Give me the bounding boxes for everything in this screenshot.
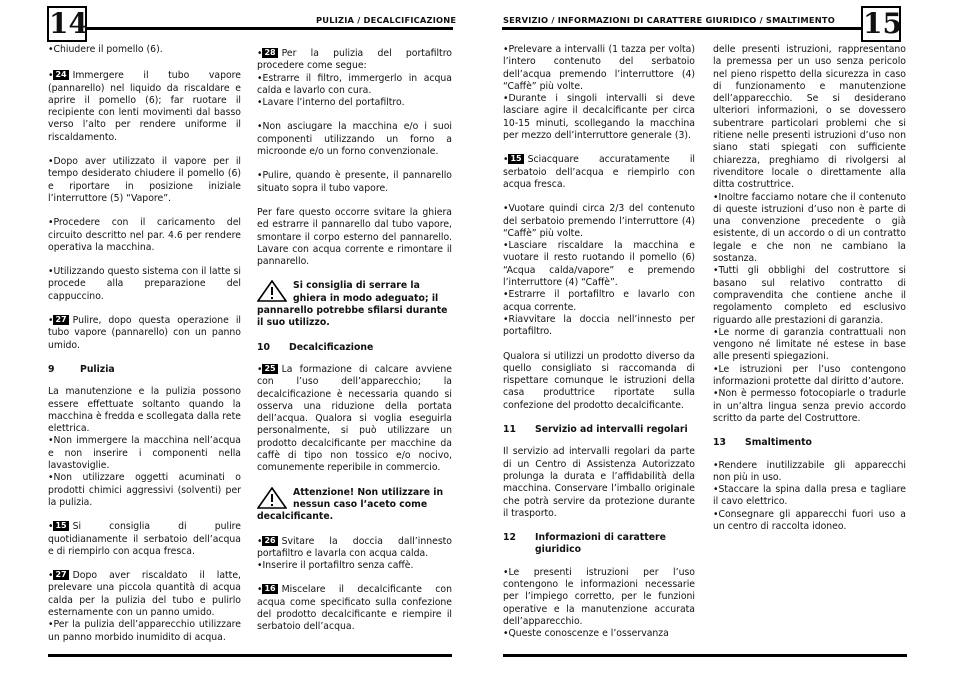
paragraph: • 15 Si consiglia di pulire quotidianamente il serbatoio dell’acqua e di riempirlo con acqua fresca. <box>48 521 241 557</box>
paragraph: •Consegnare gli apparecchi fuori uso a un centro di raccolta idoneo. <box>713 508 906 532</box>
paragraph: La manutenzione e la pulizia possono essere effettuate soltanto quando la macchina è fredda e scollegata dalla rete elettrica. <box>48 386 241 435</box>
page-number-left: 14 <box>49 7 88 40</box>
figure-badge: 24 <box>55 70 67 80</box>
footer-rule-left <box>48 654 452 657</box>
paragraph: •Dopo aver utilizzato il vapore per il tempo desiderato chiudere il pomello (6) e riportare in posizione iniziale l’interruttore (5) “Vapore”. <box>48 156 241 204</box>
page-header-left: PULIZIA / DECALCIFICAZIONE <box>316 15 457 25</box>
paragraph: • 28 Per la pulizia del portafiltro procedere come segue: <box>257 48 452 72</box>
paragraph: •Inserire il portafiltro senza caffè. <box>257 560 414 572</box>
paragraph: •Rendere inutilizzabile gli apparecchi non più in uso. <box>713 459 906 483</box>
figure-badge: 26 <box>264 535 276 545</box>
paragraph-text: Miscelare il decalcificante con acqua come specificato sulla confezione del prodotto decalcificante e riempire il serbatoio dell’acqua. <box>257 584 452 633</box>
paragraph: •Durante i singoli intervalli si deve lasciare agire il decalcificante per circa 10-15 minuti, scollegando la macchina per mezzo dell’interruttore generale (3). <box>503 93 695 142</box>
figure-badge: 27 <box>55 570 67 580</box>
paragraph: •Queste conoscenze e l’osservanza <box>503 628 669 640</box>
paragraph-text: Per la pulizia del portafiltro procedere come segue: <box>257 48 452 72</box>
figure-badge: 28 <box>264 48 276 57</box>
section-number: 13 <box>713 437 726 449</box>
paragraph: • 15 Sciacquare accuratamente il serbatoio dell’acqua e riempirlo con acqua fresca. <box>503 154 695 190</box>
paragraph: •Non immergere la macchina nell’acqua e non inserire i componenti nella lavastoviglie. <box>48 435 241 472</box>
section-title: Servizio ad intervalli regolari <box>535 424 688 436</box>
paragraph: •Riavvitare la doccia nell’innesto per portafiltro. <box>503 313 695 338</box>
section-heading-9 <box>48 364 241 376</box>
section-title: Smaltimento <box>745 437 812 449</box>
paragraph: •Inoltre facciamo notare che il contenuto di queste istruzioni d’uso non è parte di una convenzione precedente o già esistente, di un accordo o di un contratto legale e che non ne cambiano la sostanza. <box>713 191 906 265</box>
paragraph: • 27 Dopo aver riscaldato il latte, prelevare una piccola quantità di acqua calda per la pulizia del tubo e pulirlo esternamente con un panno umido. <box>48 570 241 618</box>
column-2 <box>257 44 452 634</box>
paragraph: •Prelevare a intervalli (1 tazza per volta) l’intero contenuto del serbatoio dell’acqua premendo l’interruttore (4) “Caffè” più volte. <box>503 44 695 92</box>
paragraph: delle presenti istruzioni, rappresentano la premessa per un uso senza pericolo nel pieno rispetto della sicurezza in caso di funzionamento e manutenzione dell’apparecchio. Se si desiderano ulteriori informazioni, o se dovessero subentrare particolari problemi che si ritiene nelle presenti istruzioni d’uso non siano stati spiegati con sufficiente chiarezza, preghiamo di rivolgersi al rivenditore locale o direttamente alla ditta costruttrice. <box>713 44 906 191</box>
header-rule-right <box>502 27 861 30</box>
paragraph: •Non asciugare la macchina e/o i suoi componenti utilizzando un forno a microonde e/o un forno convenzionale. <box>257 121 452 158</box>
paragraph: • 26 Svitare la doccia dall’innesto portafiltro e lavarla con acqua calda. <box>257 535 452 559</box>
paragraph: •Tutti gli obblighi del costruttore si basano sul relativo contratto di compravendita che contiene anche il regolamento completo ed esclusivo riguardo alle prestazioni di garanzia. <box>713 265 906 326</box>
paragraph-text: Pulire, dopo questa operazione il tubo vapore (pannarello) con un panno umido. <box>48 315 241 351</box>
paragraph: •Lavare l’interno del portafiltro. <box>257 97 405 109</box>
paragraph: Il servizio ad intervalli regolari da parte di un Centro di Assistenza Autorizzato prolunga la durata e l’affidabilità della macchina. Conservare l’imballo originale che potrà servire da protezione durante il trasporto. <box>503 446 695 519</box>
figure-badge: 27 <box>55 315 67 325</box>
section-heading-12 <box>503 532 695 557</box>
section-heading-11 <box>503 424 695 436</box>
warning-text: Si consiglia di serrare la ghiera in modo adeguato; il pannarello potrebbe sfilarsi durante il suo utilizzo. <box>257 280 448 329</box>
paragraph: • 16 Miscelare il decalcificante con acqua come specificato sulla confezione del prodotto decalcificante e riempire il serbatoio dell’acqua. <box>257 584 452 633</box>
warning-icon <box>257 280 287 302</box>
section-heading-10 <box>257 342 452 354</box>
warning-note <box>257 487 452 524</box>
page-number-right: 15 <box>863 7 902 40</box>
paragraph: •Estrarre il portafiltro e lavarlo con acqua corrente. <box>503 289 695 313</box>
section-title: Decalcificazione <box>289 341 374 353</box>
page-header-right: SERVIZIO / INFORMAZIONI DI CARATTERE GIURIDICO / SMALTIMENTO <box>503 15 835 25</box>
figure-badge: 15 <box>510 154 522 164</box>
paragraph-text: La formazione di calcare avviene con l’uso dell’apparecchio; la decalcificazione è necessaria quando si osserva una riduzione della portata dell’acqua. Qualora si voglia eseguirla personalmente, si può utilizzare un prodotto decalcificante per macchine da caffè di tipo non tossico e/o nocivo, comunemente reperibile in commercio. <box>257 363 452 474</box>
paragraph: •Utilizzando questo sistema con il latte si procede alla preparazione del cappuccino. <box>48 266 242 302</box>
paragraph: •Le presenti istruzioni per l’uso contengono le informazioni necessarie per l’impiego corretto, per le funzioni operative e la manutenzione accurata dell’apparecchio. <box>503 566 695 627</box>
section-number: 10 <box>257 341 270 353</box>
header-rule-left <box>87 27 453 30</box>
column-3 <box>503 44 695 640</box>
paragraph: •Lasciare riscaldare la macchina e vuotare il resto ruotando il pomello (6) “Acqua calda/vapore” e premendo l’interruttore (4) “Caffè”. <box>503 240 695 289</box>
paragraph: • 24 Immergere il tubo vapore (pannarello) nel liquido da riscaldare e aprire il pomello (6); far ruotare il recipiente con lenti movimenti dal basso verso l’alto per rendere uniforme il riscaldamento. <box>48 70 241 143</box>
section-title: Informazioni di carattere giuridico <box>535 532 666 556</box>
paragraph: •Le istruzioni per l’uso contengono informazioni protette dal diritto d’autore. <box>713 363 906 388</box>
paragraph-text: Si consiglia di pulire quotidianamente il serbatoio dell’acqua e di riempirlo con acqua fresca. <box>48 521 241 557</box>
section-number: 12 <box>503 532 516 544</box>
paragraph: Qualora si utilizzi un prodotto diverso da quello consigliato si raccomanda di rispettare comunque le istruzioni della casa produttrice riportate sulla confezione del prodotto decalcificante. <box>503 350 695 411</box>
paragraph-text: Dopo aver riscaldato il latte, prelevare una piccola quantità di acqua calda per la pulizia del tubo e pulirlo esternamente con un panno umido. <box>48 570 241 618</box>
section-number: 11 <box>503 424 516 436</box>
paragraph: •Staccare la spina dalla presa e tagliare il cavo elettrico. <box>713 484 906 508</box>
paragraph: • 27 Pulire, dopo questa operazione il tubo vapore (pannarello) con un panno umido. <box>48 315 241 351</box>
paragraph: •Estrarre il filtro, immergerlo in acqua calda e lavarlo con cura. <box>257 72 452 96</box>
figure-badge: 16 <box>264 584 276 594</box>
paragraph-text: Svitare la doccia dall’innesto portafiltro e lavarla con acqua calda. <box>257 535 452 559</box>
paragraph-text: Sciacquare accuratamente il serbatoio dell’acqua e riempirlo con acqua fresca. <box>503 154 695 190</box>
paragraph: •Pulire, quando è presente, il pannarello situato sopra il tubo vapore. <box>257 170 452 194</box>
footer-rule-right <box>503 654 907 657</box>
warning-text: Attenzione! Non utilizzare in nessun caso l’aceto come decalcificante. <box>257 486 444 523</box>
paragraph: •Chiudere il pomello (6). <box>48 44 163 55</box>
paragraph: •Procedere con il caricamento del circuito descritto nel par. 4.6 per rendere operativa la macchina. <box>48 217 241 253</box>
paragraph: •Non utilizzare oggetti acuminati o prodotti chimici aggressivi (solventi) per la pulizia. <box>48 472 241 508</box>
paragraph: •Vuotare quindi circa 2/3 del contenuto del serbatoio premendo l’interruttore (4) “Caffè” più volte. <box>503 203 695 239</box>
warning-note <box>257 280 452 329</box>
figure-badge: 25 <box>264 363 276 373</box>
paragraph: •Le norme di garanzia contrattuali non vengono né limitate né estese in base alle presenti spiegazioni. <box>713 326 906 363</box>
paragraph: •Non è permesso fotocopiarle o tradurle in un’altra lingua senza previo accordo scritto da parte del Costruttore. <box>713 388 906 424</box>
column-1 <box>48 44 241 644</box>
paragraph-text: Immergere il tubo vapore (pannarello) nel liquido da riscaldare e aprire il pomello (6); far ruotare il recipiente con lenti movimenti dal basso verso l’alto per rendere uniforme il riscaldamento. <box>48 70 241 143</box>
paragraph: • 25 La formazione di calcare avviene con l’uso dell’apparecchio; la decalcificazione è necessaria quando si osserva una riduzione della portata dell’acqua. Qualora si voglia eseguirla personalmente, si può utilizzare un prodotto decalcificante per macchine da caffè di tipo non tossico e/o nocivo, comunemente reperibile in commercio. <box>257 363 452 474</box>
section-title: Pulizia <box>80 363 115 375</box>
figure-badge: 15 <box>55 521 67 531</box>
section-number: 9 <box>48 363 55 375</box>
paragraph: •Per la pulizia dell’apparecchio utilizzare un panno morbido inumidito di acqua. <box>48 619 241 643</box>
section-heading-13 <box>713 437 906 449</box>
paragraph: Per fare questo occorre svitare la ghiera ed estrarre il pannarello dal tubo vapore, smontare il corpo esterno del pannarello. Lavare con acqua corrente e rimontare il pannarello. <box>257 206 452 268</box>
column-4 <box>713 44 906 533</box>
warning-icon <box>257 487 287 509</box>
